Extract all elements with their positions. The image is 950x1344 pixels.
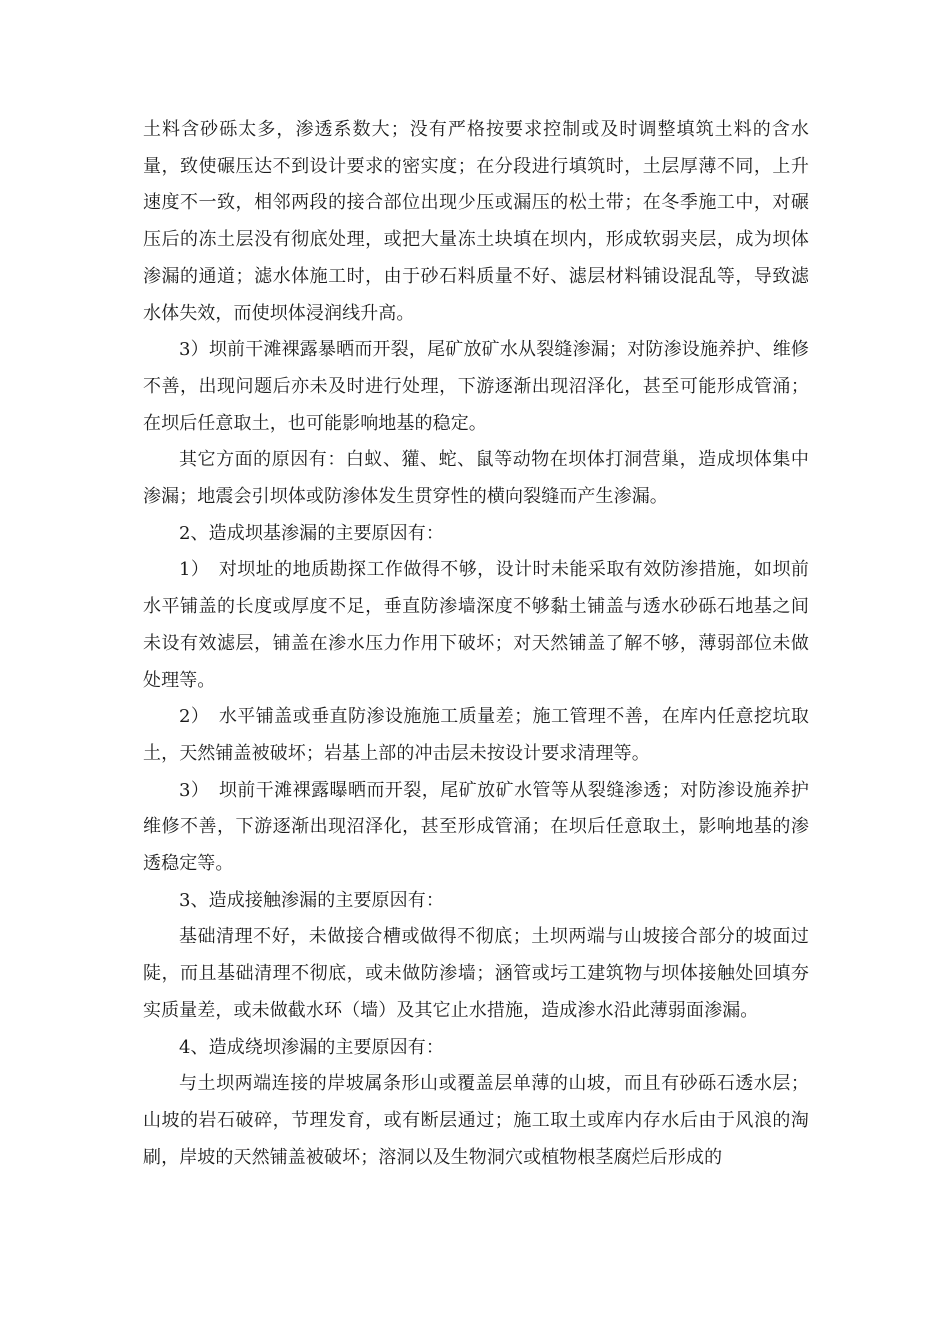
paragraph-bypass-leakage: 与土坝两端连接的岸坡属条形山或覆盖层单薄的山坡，而且有砂砾石透水层；山坡的岩石破碎，节理发育，或有断层通过；施工取土或库内存水后由于风浪的淘刷，岸坡的天然铺盖被破坏；溶洞以及生物洞穴或植物根茎腐烂后形成的 [143,1073,809,1168]
document-body [143,112,809,1176]
paragraph-other-causes: 其它方面的原因有：白蚁、獾、蛇、鼠等动物在坝体打洞营巢，造成坝体集中渗漏；地震会引坝体或防渗体发生贯穿性的横向裂缝而产生渗漏。 [143,449,809,508]
paragraph-foundation-item-3: 3） 坝前干滩裸露曝晒而开裂，尾矿放矿水管等从裂缝渗透；对防渗设施养护维修不善，下游逐渐出现沼泽化，甚至形成管涌；在坝后任意取土，影响地基的渗透稳定等。 [143,779,809,875]
paragraph-foundation-item-1: 1） 对坝址的地质勘探工作做得不够，设计时未能采取有效防渗措施，如坝前水平铺盖的长度或厚度不足，垂直防渗墙深度不够黏土铺盖与透水砂砾石地基之间未设有效滤层，铺盖在渗水压力作用下破坏；对天然铺盖了解不够，薄弱部位未做处理等。 [143,559,809,691]
section-heading-3: 3、造成接触渗漏的主要原因有： [179,889,444,911]
paragraph-continuation: 土料含砂砾太多，渗透系数大；没有严格按要求控制或及时调整填筑土料的含水量，致使碾压达不到设计要求的密实度；在分段进行填筑时，土层厚薄不同，上升速度不一致，相邻两段的接合部位出现少压或漏压的松土带；在冬季施工中，对碾压后的冻土层没有彻底处理，或把大量冻土块填在坝内，形成软弱夹层，成为坝体渗漏的通道；滤水体施工时，由于砂石料质量不好、滤层材料铺设混乱等，导致滤水体失效，而使坝体浸润线升高。 [143,119,809,324]
paragraph-contact-leakage: 基础清理不好，未做接合槽或做得不彻底；土坝两端与山坡接合部分的坡面过陡，而且基础清理不彻底，或未做防渗墙；涵管或圬工建筑物与坝体接触处回填夯实质量差，或未做截水环（墙）及其它止水措施，造成渗水沿此薄弱面渗漏。 [143,926,809,1021]
paragraph-foundation-item-2: 2） 水平铺盖或垂直防渗设施施工质量差；施工管理不善，在库内任意挖坑取土，天然铺盖被破坏；岩基上部的冲击层未按设计要求清理等。 [143,706,809,764]
section-heading-4: 4、造成绕坝渗漏的主要原因有： [179,1036,444,1058]
paragraph-item-3-dam-crest: 3）坝前干滩裸露暴晒而开裂，尾矿放矿水从裂缝渗漏；对防渗设施养护、维修不善，出现问题后亦未及时进行处理，下游逐渐出现沼泽化，甚至可能形成管涌；在坝后任意取土，也可能影响地基的稳定。 [143,339,809,434]
section-heading-2: 2、造成坝基渗漏的主要原因有： [179,522,444,544]
